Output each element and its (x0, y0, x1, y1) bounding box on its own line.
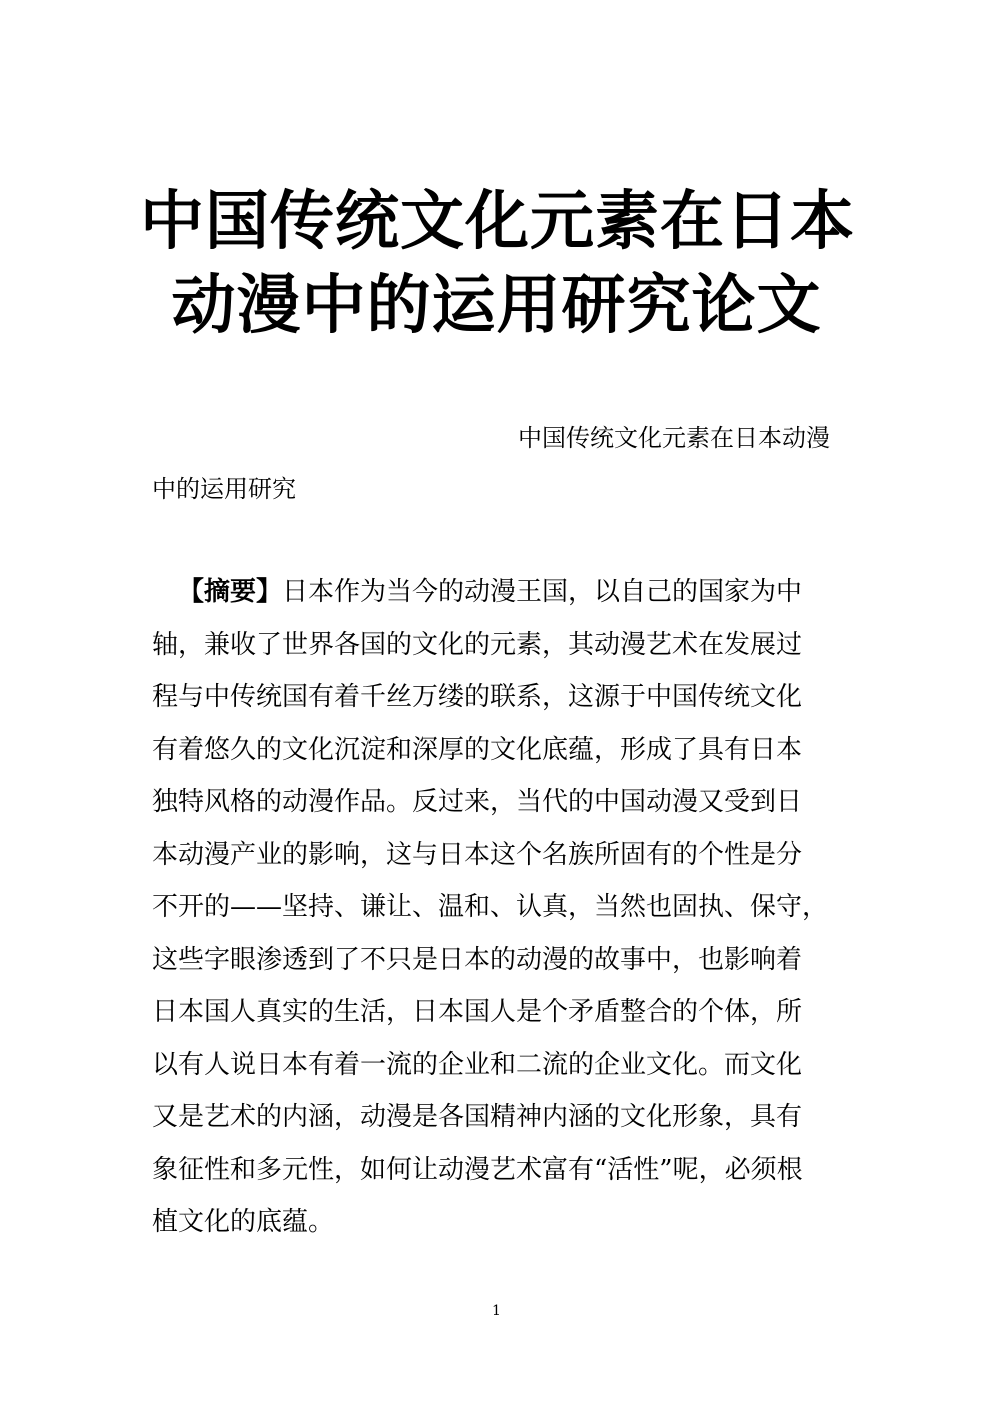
abstract-line: 独特风格的动漫作品。反过来，当代的中国动漫又受到日 (152, 787, 803, 817)
subtitle-line: 中国传统文化元素在日本动漫 (518, 424, 830, 452)
abstract-line (152, 570, 842, 623)
abstract-line-text: 日本作为当今的动漫王国，以自己的国家为中 (282, 577, 803, 607)
abstract-line: 程与中传统国有着千丝万缕的联系，这源于中国传统文化 (152, 682, 803, 712)
abstract-line: 又是艺术的内涵，动漫是各国精神内涵的文化形象，具有 (152, 1102, 803, 1132)
title-line: 动漫中的运用研究论文 (171, 269, 822, 343)
title-line: 中国传统文化元素在日本 (140, 185, 855, 259)
abstract-line: 日本国人真实的生活，日本国人是个矛盾整合的个体，所 (152, 997, 803, 1027)
abstract-line: 以有人说日本有着一流的企业和二流的企业文化。而文化 (152, 1049, 803, 1080)
abstract-line: 本动漫产业的影响，这与日本这个名族所固有的个性是分 (152, 839, 803, 870)
document-title (140, 180, 853, 348)
abstract-line: 轴，兼收了世界各国的文化的元素，其动漫艺术在发展过 (152, 629, 803, 660)
abstract-line: 象征性和多元性，如何让动漫艺术富有“活性”呢，必须根 (152, 1154, 803, 1185)
subtitle-line: 中的运用研究 (152, 475, 296, 503)
abstract-line: 这些字眼渗透到了不只是日本的动漫的故事中，也影响着 (152, 944, 803, 975)
abstract-line: 不开的——坚持、谦让、温和、认真，当然也固执、保守， (152, 892, 829, 922)
abstract-label: 【摘要】 (178, 577, 283, 607)
abstract-line: 植文化的底蕴。 (152, 1207, 335, 1237)
abstract-paragraph (152, 570, 842, 1253)
abstract-line: 有着悠久的文化沉淀和深厚的文化底蕴，形成了具有日本 (152, 734, 803, 765)
page-number: 1 (492, 1303, 501, 1319)
